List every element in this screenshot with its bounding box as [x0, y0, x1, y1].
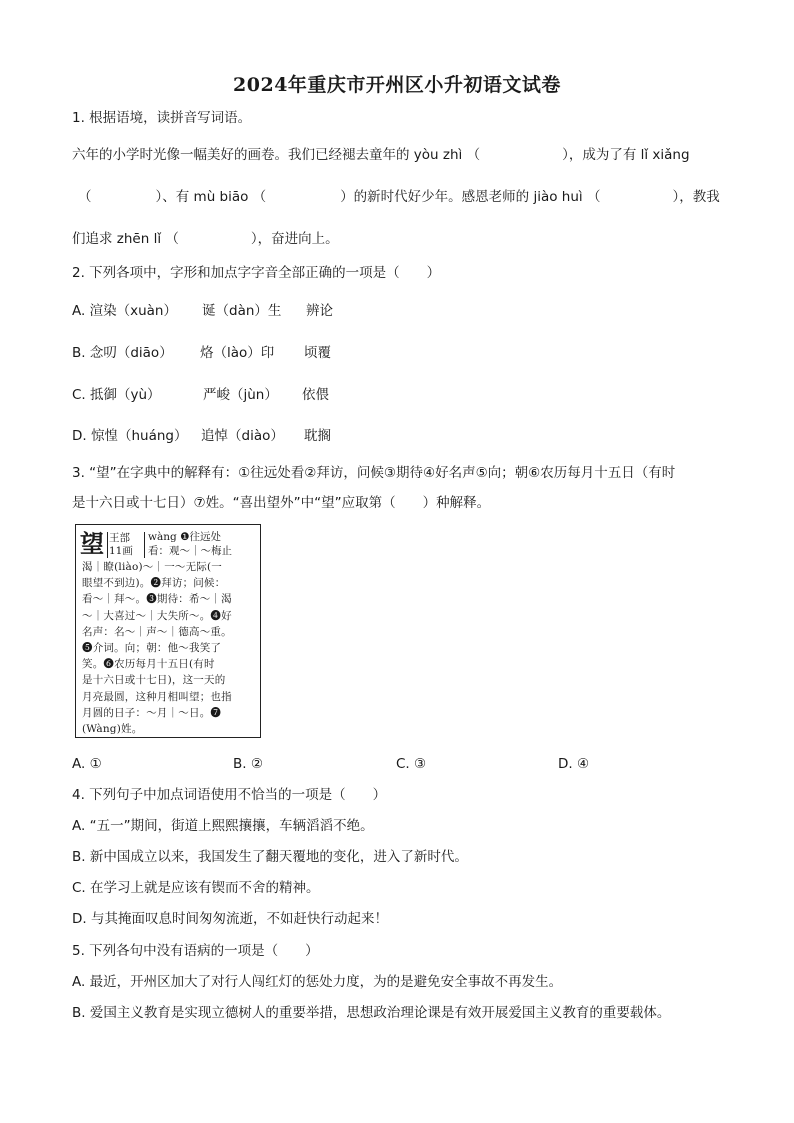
divider — [144, 532, 145, 558]
q1-line3-text2: ），奋进向上。 — [250, 231, 339, 247]
dictionary-line: 月亮最圆，这种月相叫望；也指 — [82, 690, 232, 703]
q3-option-b[interactable]: B. ② — [233, 756, 263, 772]
divider — [107, 532, 108, 558]
q4-option-d[interactable]: D. 与其掩面叹息时间匆匆流逝，不如赶快行动起来！ — [72, 911, 388, 927]
q1-line2-text2: ）、有 mù biāo （ — [155, 189, 267, 205]
q3-stem-line1: 3. “望”在字典中的解释有：①往远处看②拜访，问候③期待④好名声⑤向；朝⑥农历每月十五日（有时 — [72, 465, 676, 481]
q1-line2-text4: ），教我 — [672, 189, 720, 205]
q1-line1-text1: 六年的小学时光像一幅美好的画卷。我们已经褪去童年的 yòu zhì （ — [72, 147, 481, 163]
q1-line1 — [72, 145, 690, 165]
q1-line3-text1: 们追求 zhēn lǐ （ — [72, 231, 179, 247]
dictionary-definitions — [82, 559, 258, 737]
option-a-part3: 辨论 — [306, 303, 333, 319]
q1-line1-text2: ），成为了有 lǐ xiǎng — [562, 147, 690, 163]
option-d-part3: 耽搁 — [304, 428, 331, 444]
dictionary-line: 是十六日或十七日)，这一天的 — [82, 674, 226, 687]
option-b-part2: 烙（lào）印 — [200, 345, 275, 361]
q3-option-a[interactable]: A. ① — [72, 756, 102, 772]
q1-line3 — [72, 229, 339, 249]
dictionary-line: 看：观～｜～梅止 — [148, 545, 232, 557]
dictionary-strokes: 11画 — [109, 545, 133, 557]
dictionary-line: 月圆的日子：～月｜～日。❼ — [82, 706, 222, 719]
q1-line2-text3: ）的新时代好少年。感恩老师的 jiào huì （ — [340, 189, 601, 205]
option-b-part3: 顷覆 — [304, 345, 331, 361]
dictionary-line: 笑。❻农历每月十五日(有时 — [82, 658, 215, 671]
q4-option-b[interactable]: B. 新中国成立以来，我国发生了翻天覆地的变化，进入了新时代。 — [72, 849, 468, 865]
dictionary-line: ～｜大喜过～｜大失所～。❹好 — [82, 609, 232, 622]
q5-stem: 5. 下列各句中没有语病的一项是（ ） — [72, 943, 319, 959]
q1-line2 — [78, 187, 720, 207]
q4-stem: 4. 下列句子中加点词语使用不恰当的一项是（ ） — [72, 787, 387, 803]
dictionary-entry-image — [75, 524, 261, 738]
q4-option-a[interactable]: A. “五一”期间，街道上熙熙攘攘，车辆滔滔不绝。 — [72, 818, 374, 834]
dictionary-line: 看～｜拜～。❸期待：希～｜渴 — [82, 593, 232, 606]
q2-stem: 2. 下列各项中，字形和加点字字音全部正确的一项是（ ） — [72, 265, 441, 281]
dictionary-pinyin: wàng ❶往远处 — [148, 531, 221, 543]
q1-stem: 1. 根据语境，读拼音写词语。 — [72, 110, 252, 126]
dictionary-line: (Wàng)姓。 — [82, 723, 143, 736]
option-d-part1: D. 惊惶（huáng） — [72, 428, 188, 444]
q3-stem-line2: 是十六日或十七日）⑦姓。“喜出望外”中“望”应取第（ ）种解释。 — [72, 495, 491, 511]
dictionary-radical: 王部 — [109, 532, 130, 544]
option-c-part3: 依偎 — [302, 387, 329, 403]
q3-option-d[interactable]: D. ④ — [558, 756, 590, 772]
q5-option-b[interactable]: B. 爱国主义教育是实现立德树人的重要举措，思想政治理论课是有效开展爱国主义教育的重要载体。 — [72, 1005, 671, 1021]
option-d-part2: 追悼（diào） — [201, 428, 284, 444]
dictionary-headword: 望 — [80, 529, 104, 558]
q4-option-c[interactable]: C. 在学习上就是应该有锲而不舍的精神。 — [72, 880, 320, 896]
q1-line2-text1: （ — [78, 189, 92, 205]
option-c-part2: 严峻（jùn） — [203, 387, 278, 403]
option-a-part2: 诞（dàn）生 — [202, 303, 282, 319]
q3-option-c[interactable]: C. ③ — [396, 756, 427, 772]
option-a-part1: A. 渲染（xuàn） — [72, 303, 177, 319]
q5-option-a[interactable]: A. 最近，开州区加大了对行人闯红灯的惩处力度，为的是避免安全事故不再发生。 — [72, 974, 563, 990]
dictionary-line: ❺介词。向；朝：他～我笑了 — [82, 642, 222, 655]
page-title: 2024年重庆市开州区小升初语文试卷 — [233, 74, 561, 96]
dictionary-radical-info — [109, 532, 133, 558]
option-b-part1: B. 念叨（diāo） — [72, 345, 173, 361]
dictionary-line: 渴｜瞭(liào)～｜一～无际(一 — [82, 561, 222, 573]
dictionary-line: 名声：名～｜声～｜德高～重。 — [82, 625, 232, 638]
dictionary-line: 眼望不到边)。❷拜访；问候： — [82, 577, 226, 590]
option-c-part1: C. 抵御（yù） — [72, 387, 161, 403]
